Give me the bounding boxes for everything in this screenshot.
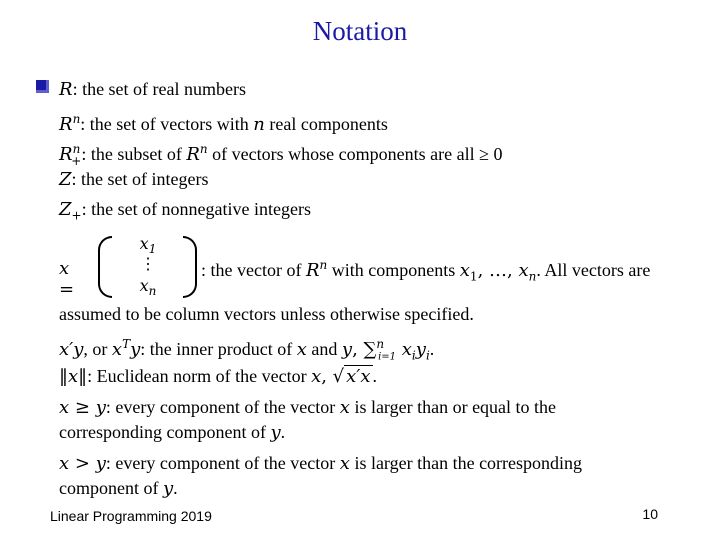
right-paren	[183, 236, 197, 298]
geq-text: : every component of the vector	[105, 397, 336, 417]
norm-text: : Euclidean norm of the vector	[87, 366, 307, 386]
vector-symbol: x =	[59, 258, 75, 300]
notation-Z-text: : the set of integers	[71, 169, 209, 189]
notation-Z: Z: the set of integers	[59, 169, 209, 190]
vector-description: : the vector of $R^n$ with components $x_1$, …, $x_n$. All vectors are	[201, 258, 651, 284]
notation-R: R: the set of real numbers	[59, 79, 247, 100]
vector-line-2: assumed to be column vectors unless otherwise specified.	[59, 304, 474, 324]
notation-gt-line2: component of y.	[59, 478, 178, 499]
gt-text: : every component of the vector	[105, 453, 336, 473]
vector-desc-tail: . All vectors are	[536, 260, 651, 280]
slide-title: Notation	[312, 16, 408, 46]
notation-geq-line2: corresponding component of y.	[59, 422, 286, 443]
notation-Rn-tail: real components	[269, 114, 388, 134]
notation-inner-product: x′y, or $x^Ty$: the inner product of x and y, ∑$^n_{i=1}$ $x_iy_i$.	[59, 337, 435, 363]
square-bullet-icon	[36, 80, 49, 93]
notation-geq: x ≥ y: every component of the vector x is larger than or equal to the	[59, 397, 557, 418]
inner-and: and	[311, 339, 338, 359]
inner-a: , or	[83, 339, 108, 359]
gt-line2-text: component of	[59, 478, 159, 498]
footer-page-number: 10	[642, 506, 658, 522]
inner-b: : the inner product of	[140, 339, 293, 359]
vector-desc-mid: with components	[331, 260, 456, 280]
notation-gt: x > y: every component of the vector x is larger than the corresponding	[59, 453, 583, 474]
notation-Z-plus: $Z_+$: the set of nonnegative integers	[59, 199, 312, 223]
notation-Rn-plus-tail: of vectors whose components are all ≥ 0	[212, 144, 503, 164]
notation-Rn: $R^n$: the set of vectors with n real components	[59, 112, 388, 135]
gt-tail: is larger than the corresponding	[354, 453, 583, 473]
notation-norm: ‖x‖: Euclidean norm of the vector x, √ x′x .	[59, 366, 378, 387]
left-paren	[98, 236, 112, 298]
footer-course: Linear Programming 2019	[50, 508, 212, 524]
vector-desc-text: : the vector of	[201, 260, 302, 280]
notation-R-text: : the set of real numbers	[72, 79, 247, 99]
notation-Rn-plus-text: : the subset of	[81, 144, 182, 164]
geq-tail: is larger than or equal to the	[354, 397, 557, 417]
notation-Rn-plus: $R^n_+$: the subset of $R^n$ of vectors whose components are all ≥ 0	[59, 142, 503, 168]
notation-Rn-text: : the set of vectors with	[80, 114, 249, 134]
geq-line2-text: corresponding component of	[59, 422, 266, 442]
notation-Z-plus-text: : the set of nonnegative integers	[81, 199, 312, 219]
